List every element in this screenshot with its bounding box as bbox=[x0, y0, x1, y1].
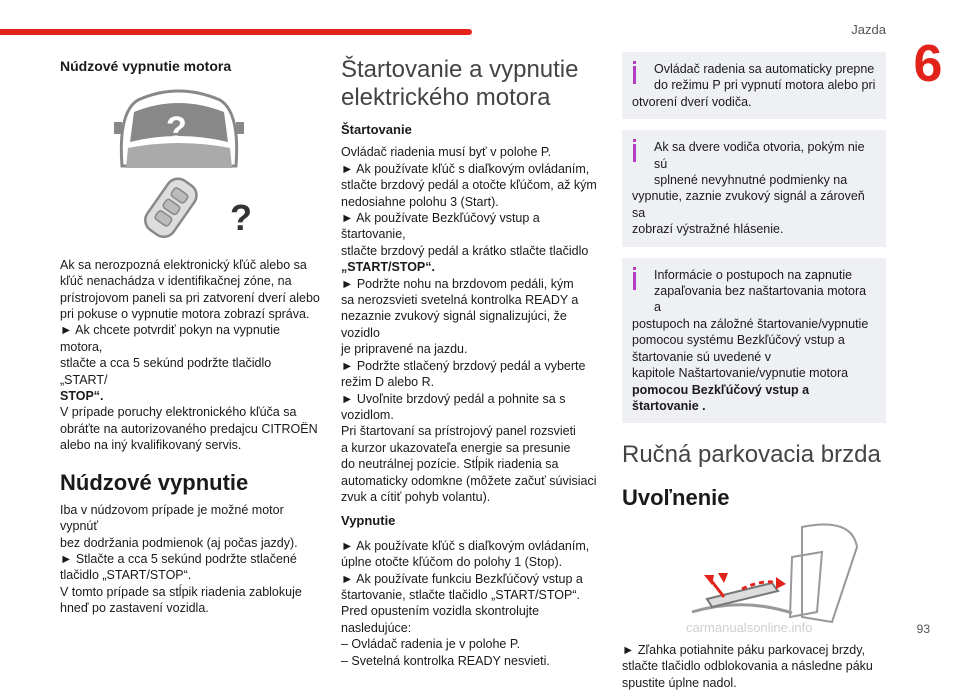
heading-release: Uvoľnenie bbox=[622, 485, 730, 511]
paragraph-release: ► Zľahka potiahnite páku parkovacej brzdy, stlačte tlačidlo odblokovania a následne páku spustite úplne nadol. bbox=[622, 642, 873, 690]
info-box-door-open: Ak sa dvere vodiča otvoria, pokým nie sú splnené nevyhnutné podmienky na vypnutie, zaznie zvukový signál a zároveň sa zobrazí výstražné hlásenie. bbox=[622, 130, 886, 246]
heading-stop: Vypnutie bbox=[341, 513, 396, 529]
info-box-keyless-reference: Informácie o postupoch na zapnutie zapaľovania bez naštartovania motora a postupoch na záložné štartovanie/vypnutie pomocou systému Bezkľúčový vstup a štartovanie sú uvedené v kapitole Naštartovanie/vypnutie motora pomocou Bezkľúčový vstup a štartovanie . bbox=[622, 258, 886, 424]
info-marker-icon bbox=[633, 267, 636, 270]
key-fob-question-icon bbox=[141, 174, 202, 242]
heading-parking-brake: Ručná parkovacia brzda bbox=[622, 441, 881, 469]
info-marker-icon bbox=[633, 61, 636, 64]
heading-start: Štartovanie bbox=[341, 122, 412, 137]
svg-text:?: ? bbox=[230, 197, 252, 239]
paragraph-emergency-stop: Iba v núdzovom prípade je možné motor vypnúť bez dodržania podmienok (aj počas jazdy). ► Stlačte a cca 5 sekúnd podržte stlačené tlačidlo „START/STOP“. V tomto prípade sa stĺpik riadenia zablokuje hneď po zastavení vozidla. bbox=[60, 502, 302, 616]
chapter-number: 6 bbox=[913, 35, 943, 93]
top-accent-bar bbox=[0, 29, 472, 35]
page-number: 93 bbox=[916, 622, 930, 636]
watermark: carmanualsonline.info bbox=[686, 620, 813, 635]
info-box-auto-park: Ovládač radenia sa automaticky prepne do režimu P pri vypnutí motora alebo pri otvorení dverí vodiča. bbox=[622, 52, 886, 119]
paragraph-start: Ovládač riadenia musí byť v polohe P. ► Ak používate kľúč s diaľkovým ovládaním, stlačte brzdový pedál a otočte kľúčom, až kým nedosiahne polohu 3 (Start). ► Ak používate Bezkľúčový vstup a štartovanie, stlačte brzdový pedál a krátko stlačte tlačidlo „START/STOP“. ► Podržte nohu na brzdovom pedáli, kým sa nerozsvieti svetelná kontrolka READY a nezaznie zvukový signál signalizujúci, že vozidlo je pripravené na jazdu. ► Podržte stlačený brzdový pedál a vyberte režim D alebo R. ► Uvoľnite brzdový pedál a pohnite sa s vozidlom. Pri štartovaní sa prístrojový panel rozsvieti a kurzor ukazovateľa energie sa presunie do neutrálnej pozície. Stĺpik riadenia sa automaticky odomkne (môžete začuť súvisiaci zvuk a cítiť pohyb volantu). bbox=[341, 145, 597, 504]
car-key-question-illustration bbox=[60, 82, 300, 242]
column-3 bbox=[622, 40, 886, 691]
heading-start-stop-electric-motor: Štartovanie a vypnutie elektrického motora bbox=[341, 56, 579, 111]
paragraph-emergency-stop-engine: Ak sa nerozpozná elektronický kľúč alebo sa kľúč nenachádza v identifikačnej zóne, na prístrojovom paneli sa pri zatvorení dverí alebo pri pokuse o vypnutie motora zobrazí správa. ► Ak chcete potvrdiť pokyn na vypnutie motora, stlačte a cca 5 sekúnd podržte tlačidlo „START/ STOP“. V prípade poruchy elektronického kľúča sa obráťte na autorizovaného predajcu CITROËN alebo na iný kvalifikovaný servis. bbox=[60, 257, 320, 453]
info-marker-icon bbox=[633, 139, 636, 142]
heading-emergency-stop-engine: Núdzové vypnutie motora bbox=[60, 58, 232, 74]
column-1 bbox=[60, 40, 322, 617]
column-2 bbox=[341, 40, 607, 669]
heading-emergency-stop: Núdzové vypnutie bbox=[60, 469, 249, 495]
svg-text:?: ? bbox=[166, 110, 187, 149]
parking-brake-lever-illustration bbox=[652, 517, 892, 627]
header-title: Jazda bbox=[851, 22, 886, 37]
paragraph-stop: ► Ak používate kľúč s diaľkovým ovládaním, úplne otočte kľúčom do polohy 1 (Stop). ► Ak používate funkciu Bezkľúčový vstup a štartovanie, stlačte tlačidlo „START/STOP“. Pred opustením vozidla skontrolujte nasledujúce: – Ovládač radenia je v polohe P. – Svetelná kontrolka READY nesvieti. bbox=[341, 538, 590, 668]
car-outline-question-icon bbox=[114, 91, 244, 168]
